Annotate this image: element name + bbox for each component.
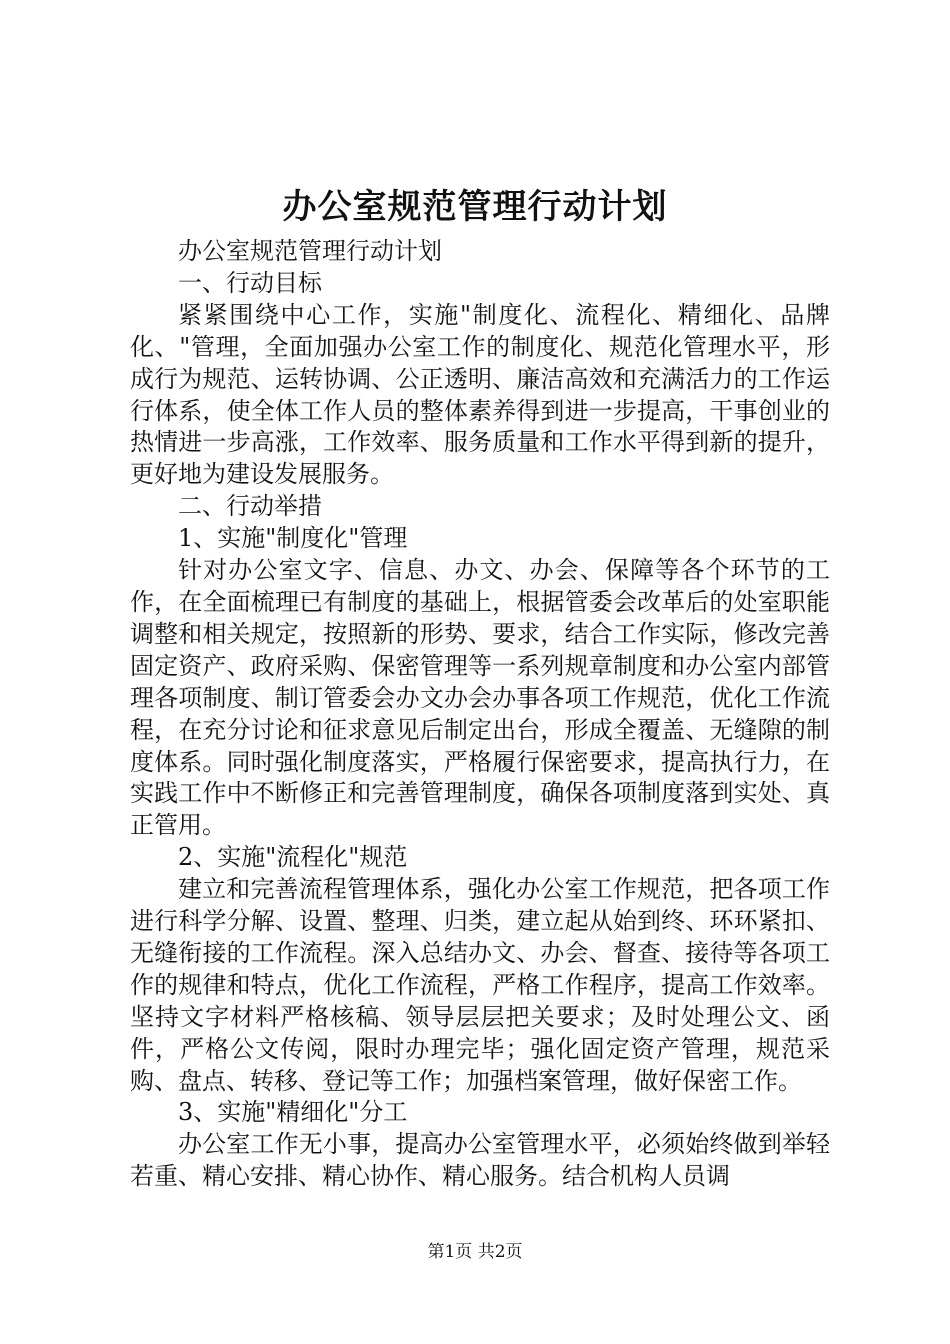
- heading-item-1: 1、实施"制度化"管理: [178, 524, 408, 553]
- paragraph-subtitle: 办公室规范管理行动计划: [178, 237, 442, 265]
- heading-item-3: 3、实施"精细化"分工: [178, 1098, 408, 1127]
- page-number-footer: 第1页 共2页: [427, 1242, 523, 1262]
- heading-section-2: 二、行动举措: [178, 492, 322, 521]
- document-title: 办公室规范管理行动计划: [282, 187, 668, 227]
- paragraph-item-2: 建立和完善流程管理体系，强化办公室工作规范，把各项工作进行科学分解、设置、整理、归类，建立起从始到终、环环紧扣、无缝衔接的工作流程。深入总结办文、办会、督查、接待等各项工作的规律和特点，优化工作流程，严格工作程序，提高工作效率。坚持文字材料严格核稿、领导层层把关要求；及时处理公文、函件，严格公文传阅，限时办理完毕；强化固定资产管理，规范采购、盘点、转移、登记等工作；加强档案管理，做好保密工作。: [130, 875, 830, 1095]
- paragraph-item-1: 针对办公室文字、信息、办文、办会、保障等各个环节的工作，在全面梳理已有制度的基础上，根据管委会改革后的处室职能调整和相关规定，按照新的形势、要求，结合工作实际，修改完善固定资产、政府采购、保密管理等一系列规章制度和办公室内部管理各项制度、制订管委会办文办会办事各项工作规范，优化工作流程，在充分讨论和征求意见后制定出台，形成全覆盖、无缝隙的制度体系。同时强化制度落实，严格履行保密要求，提高执行力，在实践工作中不断修正和完善管理制度，确保各项制度落到实处、真正管用。: [130, 556, 830, 840]
- paragraph-goal: 紧紧围绕中心工作，实施"制度化、流程化、精细化、品牌化、"管理，全面加强办公室工作的制度化、规范化管理水平，形成行为规范、运转协调、公正透明、廉洁高效和充满活力的工作运行体系，使全体工作人员的整体素养得到进一步提高，干事创业的热情进一步高涨，工作效率、服务质量和工作水平得到新的提升，更好地为建设发展服务。: [130, 300, 830, 489]
- heading-item-2: 2、实施"流程化"规范: [178, 843, 408, 872]
- document-body: [130, 236, 830, 1193]
- paragraph-item-3: 办公室工作无小事，提高办公室管理水平，必须始终做到举轻若重、精心安排、精心协作、精心服务。结合机构人员调: [130, 1130, 830, 1191]
- heading-section-1: 一、行动目标: [178, 268, 322, 297]
